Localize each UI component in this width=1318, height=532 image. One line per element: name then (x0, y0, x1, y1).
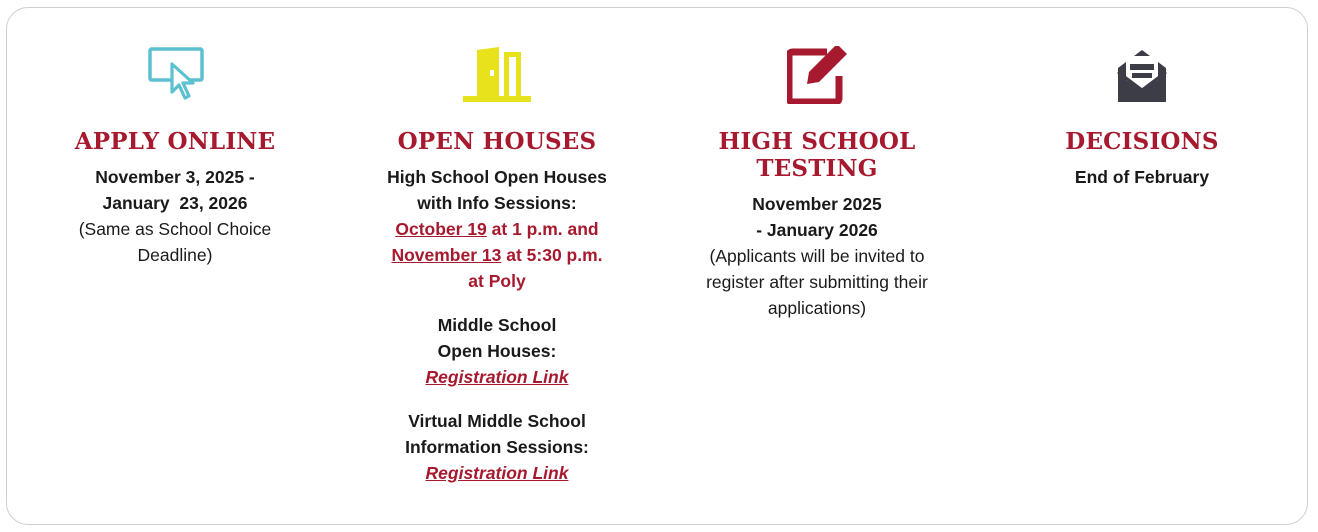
testing-note-line1: (Applicants will be invited to (709, 246, 925, 266)
edit-icon (787, 46, 851, 109)
ms-registration-link[interactable]: Registration Link (425, 367, 569, 387)
open-house-date1 (357, 216, 637, 242)
open-house-date1-time: at 1 p.m. and (486, 219, 599, 239)
testing-dates-start: November 2025 (752, 194, 882, 214)
vms-registration-link[interactable]: Registration Link (425, 463, 569, 483)
vms-sessions-heading-line2: Information Sessions: (405, 437, 589, 457)
apply-note-line2: Deadline) (137, 245, 213, 265)
ms-open-houses-heading-line1: Middle School (437, 315, 557, 335)
decisions-date: End of February (1074, 167, 1210, 187)
apply-dates-start: November 3, 2025 - (95, 167, 255, 187)
testing-note-line3: applications) (767, 298, 867, 318)
open-house-location: at Poly (468, 271, 526, 291)
envelope-icon (1114, 46, 1170, 109)
apply-dates-end: January 23, 2026 (102, 193, 248, 213)
vms-registration-row (357, 460, 637, 486)
decisions-title: DECISIONS (1065, 128, 1219, 155)
november-13-link[interactable]: November 13 (391, 245, 502, 265)
apply-online-title: APPLY ONLINE (74, 128, 276, 155)
open-house-date2 (357, 242, 637, 268)
october-19-link[interactable]: October 19 (395, 219, 487, 239)
hs-open-houses-heading-line1: High School Open Houses (387, 167, 607, 187)
testing-title-line1: HIGH SCHOOL (718, 128, 916, 155)
door-icon (463, 46, 531, 109)
testing-note-line2: register after submitting their (706, 272, 928, 292)
open-houses-title: OPEN HOUSES (397, 128, 597, 155)
vms-sessions-heading-line1: Virtual Middle School (408, 411, 586, 431)
hs-open-houses-heading-line2: with Info Sessions: (417, 193, 577, 213)
testing-title-line2: TESTING (756, 155, 878, 182)
ms-open-houses-heading-line2: Open Houses: (437, 341, 557, 361)
open-house-date2-time: at 5:30 p.m. (501, 245, 603, 265)
admissions-timeline-card (6, 7, 1308, 525)
apply-note-line1: (Same as School Choice (78, 219, 272, 239)
testing-dates-end: - January 2026 (756, 220, 878, 240)
click-monitor-icon (148, 46, 206, 109)
ms-registration-row (357, 364, 637, 390)
